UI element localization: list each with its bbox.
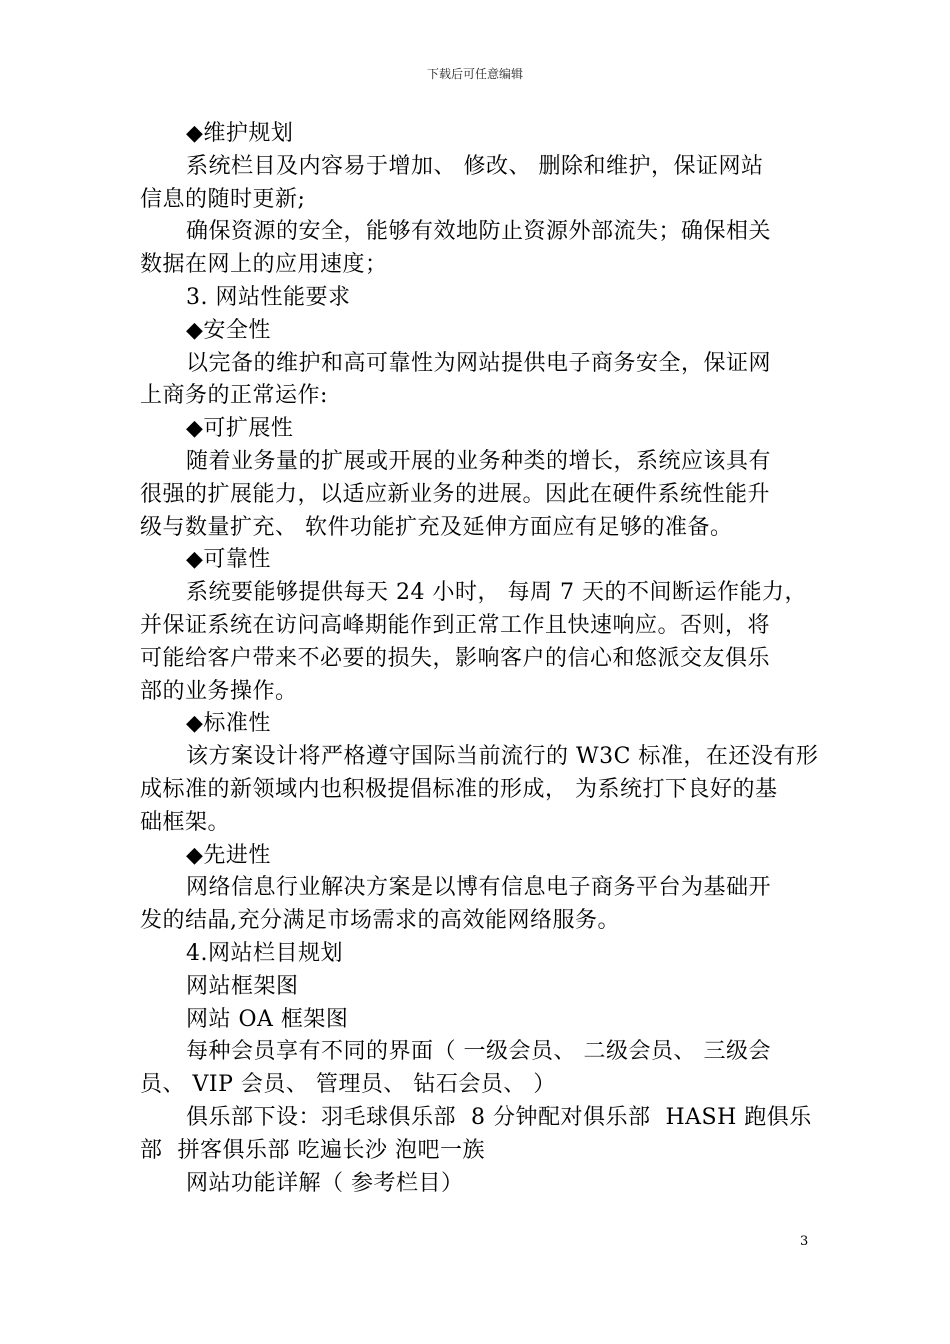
text-line: ◆可靠性 <box>186 547 271 573</box>
text-line: ◆维护规划 <box>186 121 294 146</box>
page-header: 下载后可任意编辑 <box>426 67 523 81</box>
text-line: 信息的随时更新; <box>140 186 306 212</box>
text-line: 很强的扩展能力，以适应新业务的进展。因此在硬件系统性能升 <box>140 481 771 507</box>
text-line: 级与数量扩充、 软件功能扩充及延伸方面应有足够的准备。 <box>140 514 733 540</box>
text-line: 员、 VIP 会员、 管理员、 钻石会员、 ） <box>140 1072 556 1098</box>
text-line: 网站 OA 框架图 <box>186 1006 349 1032</box>
text-line: 成标准的新领域内也积极提倡标准的形成， 为系统打下良好的基 <box>140 776 778 802</box>
page-number: 3 <box>800 1234 809 1249</box>
text-line: 数据在网上的应用速度； <box>140 252 388 278</box>
text-line: 网站功能详解（ 参考栏目） <box>186 1170 464 1196</box>
text-line: ◆安全性 <box>186 317 271 343</box>
text-line: 3. 网站性能要求 <box>186 284 351 310</box>
text-line: 每种会员享有不同的界面（ 一级会员、 二级会员、 三级会 <box>186 1039 771 1065</box>
text-line: ◆标准性 <box>186 711 271 737</box>
text-line: 部的业务操作。 <box>140 678 298 704</box>
text-line: 俱乐部下设：羽毛球俱乐部 8 分钟配对俱乐部 HASH 跑俱乐 <box>186 1104 812 1130</box>
text-line: 确保资源的安全，能够有效地防止资源外部流失；确保相关 <box>186 219 772 245</box>
text-line: 该方案设计将严格遵守国际当前流行的 W3C 标准，在还没有形 <box>186 744 819 770</box>
text-line: 随着业务量的扩展或开展的业务种类的增长，系统应该具有 <box>186 448 772 474</box>
text-line: ◆可扩展性 <box>186 416 294 442</box>
text-line: ◆先进性 <box>186 842 271 868</box>
text-line: 部 拼客俱乐部 吃遍长沙 泡吧一族 <box>140 1137 485 1163</box>
document-body <box>140 118 819 1200</box>
text-line: 网络信息行业解决方案是以博有信息电子商务平台为基础开 <box>186 875 772 901</box>
text-line: 上商务的正常运作: <box>140 383 328 409</box>
text-line: 4.网站栏目规划 <box>186 940 343 966</box>
text-line: 系统要能够提供每天 24 小时， 每周 7 天的不间断运作能力， <box>186 580 807 606</box>
text-line: 以完备的维护和高可靠性为网站提供电子商务安全，保证网 <box>186 350 772 376</box>
text-line: 网站框架图 <box>186 973 299 999</box>
text-line: 并保证系统在访问高峰期能作到正常工作且快速响应。否则，将 <box>140 612 771 638</box>
text-line: 础框架。 <box>140 809 231 835</box>
text-line: 可能给客户带来不必要的损失，影响客户的信心和悠派交友俱乐 <box>140 645 771 671</box>
text-line: 系统栏目及内容易于增加、 修改、 删除和维护，保证网站 <box>186 153 764 179</box>
text-line: 发的结晶,充分满足市场需求的高效能网络服务。 <box>140 908 620 934</box>
